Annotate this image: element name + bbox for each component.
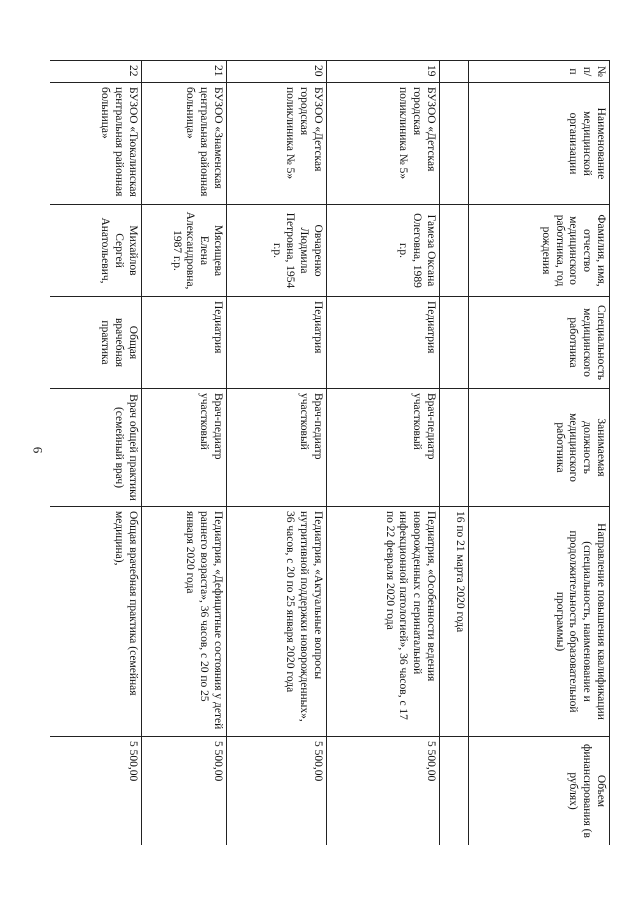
table-header-row: [469, 61, 610, 846]
cell-financing: 5 500,00: [327, 737, 440, 846]
cell-fio: Гамеза Оксана Олеговна, 1989 г.р.: [327, 205, 440, 297]
cell-num: 21: [142, 61, 227, 83]
page-number: 6: [30, 446, 46, 454]
cell-org: БУЗОО «Детская городская поликлиника № 5»: [327, 83, 440, 205]
continuation-direction: 16 по 21 марта 2020 года: [440, 507, 469, 737]
cell-num: 20: [227, 61, 327, 83]
cell-specialty: Общая врачебная практика: [50, 297, 142, 389]
table-row: [327, 61, 440, 846]
cell-specialty: Педиатрия: [142, 297, 227, 389]
cell-specialty: Педиатрия: [327, 297, 440, 389]
header-financing: Объем финансирования (в рублях): [469, 737, 610, 846]
staff-training-table: [50, 60, 610, 845]
cell-org: БУЗОО «Тюкалинская центральная районная больница»: [50, 83, 142, 205]
header-direction: Направление повышения квалификации (специальность, наименование и продолжительность образовательной программы): [469, 507, 610, 737]
cell-position: Врач-педиатр участковый: [327, 389, 440, 507]
cell-position: Врач общей практики (семейный врач): [50, 389, 142, 507]
header-fio: Фамилия, имя, отчество медицинского работника, год рождения: [469, 205, 610, 297]
cell-direction: Педиатрия, «Дефицитные состояния у детей раннего возраста», 36 часов, с 20 по 25 января 2020 года: [142, 507, 227, 737]
header-specialty: Специальность медицинского работника: [469, 297, 610, 389]
cell-num: 22: [50, 61, 142, 83]
cell-org: БУЗОО «Детская городская поликлиника № 5»: [227, 83, 327, 205]
table-row: [50, 61, 142, 846]
cell-financing: 5 500,00: [142, 737, 227, 846]
cell-direction: Педиатрия, «Особенности ведения новорожденных с перинатальной инфекционной патологией», 36 часов, с 17 по 22 февраля 2020 года: [327, 507, 440, 737]
cell-org: БУЗОО «Знаменская центральная районная больница»: [142, 83, 227, 205]
cell-position: Врач-педиатр участковый: [142, 389, 227, 507]
continuation-row: [440, 61, 469, 846]
cell-fio: Мясищева Елена Александровна, 1987 г.р.: [142, 205, 227, 297]
table-row: [227, 61, 327, 846]
header-num: № п/п: [469, 61, 610, 83]
table-viewport: [50, 60, 610, 845]
cell-direction: Общая врачебная практика (семейная медицина),: [50, 507, 142, 737]
cell-financing: 5 500,00: [50, 737, 142, 846]
table-row: [142, 61, 227, 846]
cell-specialty: Педиатрия: [227, 297, 327, 389]
cell-direction: Педиатрия, «Актуальные вопросы нутритивной поддержки новорожденных», 36 часов, с 20 по 25 января 2020 года: [227, 507, 327, 737]
cell-fio: Михайлов Сергей Анатольевич,: [50, 205, 142, 297]
header-position: Занимаемая должность медицинского работника: [469, 389, 610, 507]
cell-financing: 5 500,00: [227, 737, 327, 846]
header-org: Наименование медицинской организации: [469, 83, 610, 205]
cell-position: Врач-педиатр участковый: [227, 389, 327, 507]
cell-num: 19: [327, 61, 440, 83]
cell-fio: Овчаренко Людмила Петровна, 1954 г.р.: [227, 205, 327, 297]
